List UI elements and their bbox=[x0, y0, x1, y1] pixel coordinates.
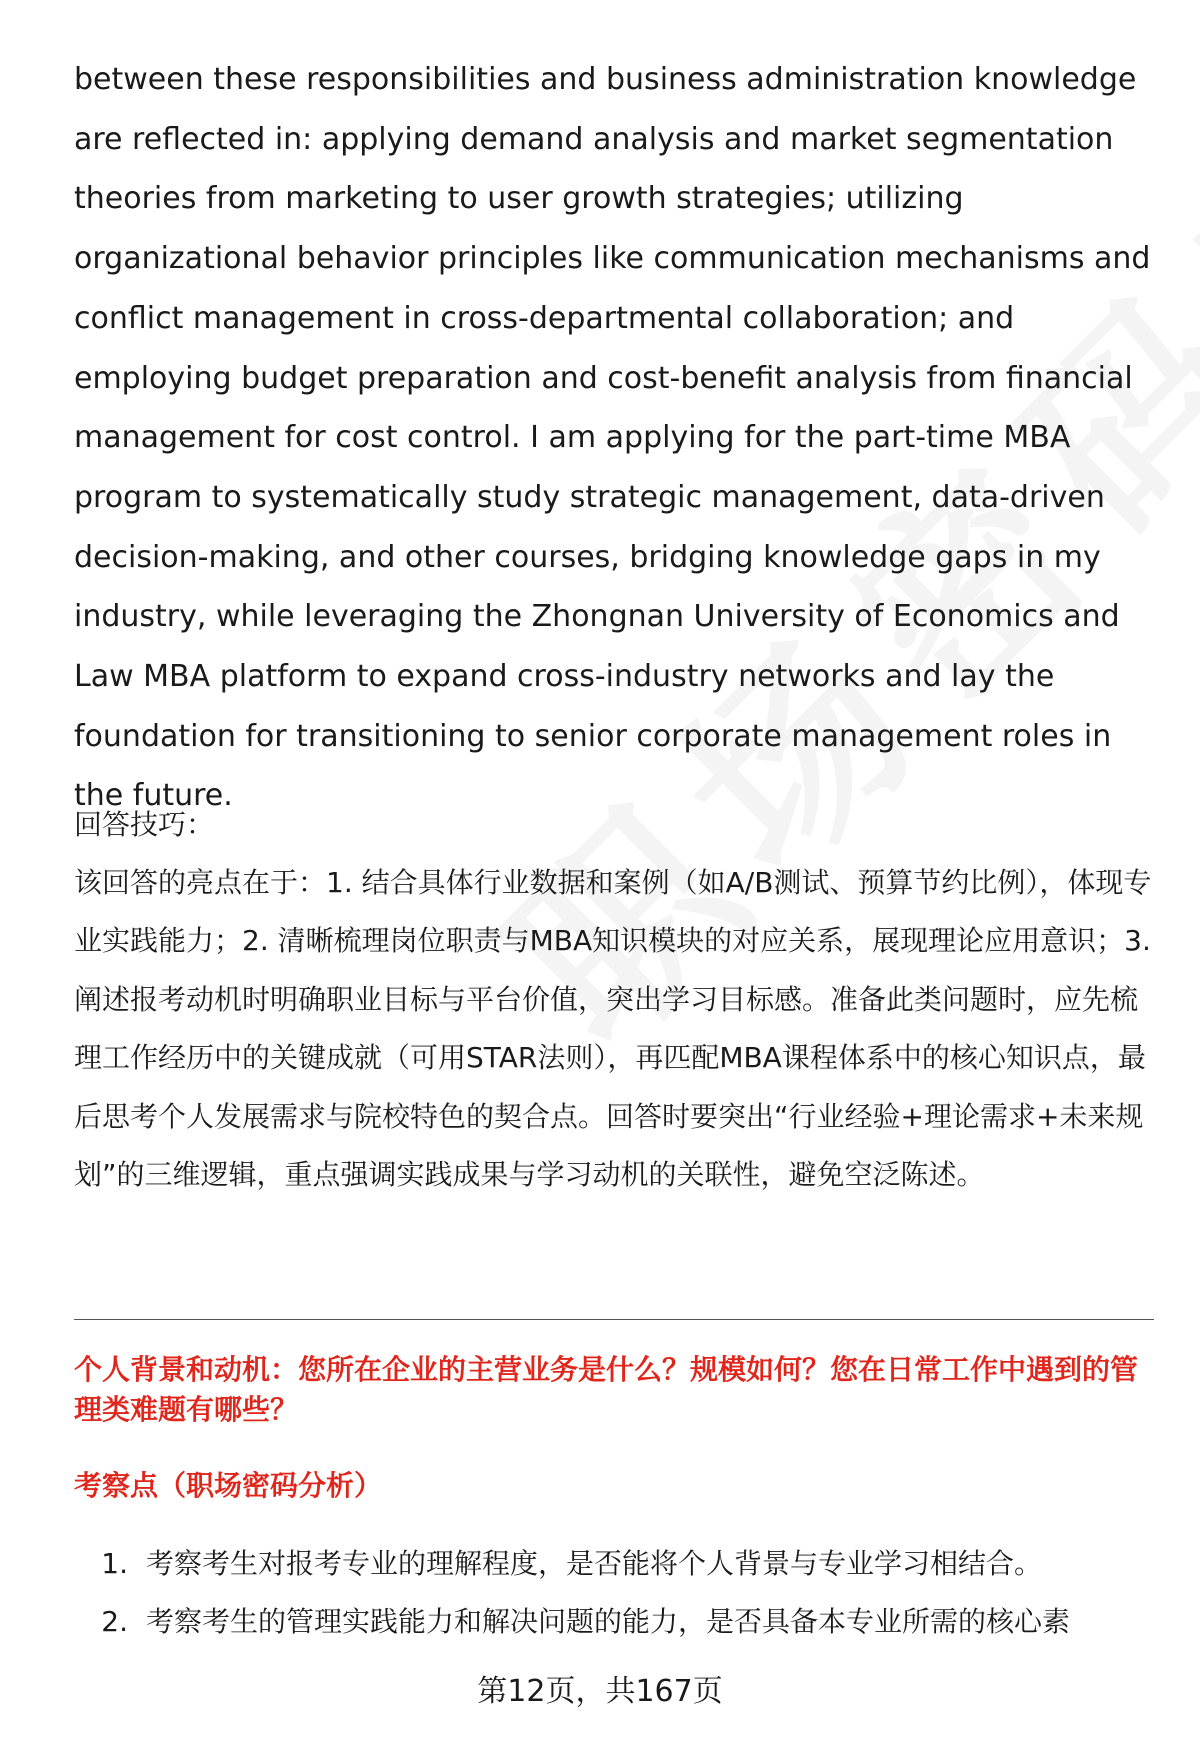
question-heading: 个人背景和动机：您所在企业的主营业务是什么？规模如何？您在日常工作中遇到的管理类难题有哪些？ bbox=[74, 1353, 1139, 1426]
analysis-section-title: 考察点（职场密码分析） bbox=[74, 1469, 383, 1502]
answer-paragraph: between these responsibilities and business administration knowledge are reflected in: applying demand analysis and market segmentation theories from marketing to user growth strategies; utilizing organizational behavior principles like communication mechanisms and conflict management in cross-departmental collaboration; and employing budget preparation and cost-benefit analysis from financial management for cost control. I am applying for the part-time MBA program to systematically study strategic management, data-driven decision-making, and other courses, bridging knowledge gaps in my industry, while leveraging the Zhongnan University of Economics and Law MBA platform to expand cross-industry networks and lay the foundation for transitioning to senior corporate management roles in the future. bbox=[74, 62, 1151, 814]
page-number-footer: 第12页，共167页 bbox=[477, 1674, 723, 1709]
list-item-text: 考察考生的管理实践能力和解决问题的能力，是否具备本专业所需的核心素 bbox=[146, 1605, 1071, 1638]
assessment-points-list bbox=[74, 1535, 1154, 1651]
answer-tips bbox=[74, 796, 1164, 1204]
list-item-number: 1. bbox=[101, 1547, 128, 1580]
tips-label: 回答技巧： bbox=[74, 808, 215, 841]
list-item-number: 2. bbox=[101, 1605, 128, 1638]
list-item-text: 考察考生对报考专业的理解程度，是否能将个人背景与专业学习相结合。 bbox=[146, 1547, 1043, 1580]
list-item bbox=[74, 1535, 1154, 1593]
list-item bbox=[74, 1593, 1154, 1651]
tips-body: 该回答的亮点在于：1. 结合具体行业数据和案例（如A/B测试、预算节约比例），体现专业实践能力；2. 清晰梳理岗位职责与MBA知识模块的对应关系，展现理论应用意识；3. 阐述报考动机时明确职业目标与平台价值，突出学习目标感。准备此类问题时，应先梳理工作经历中的关键成就（可用STAR法则），再匹配MBA课程体系中的核心知识点，最后思考个人发展需求与院校特色的契合点。回答时要突出“行业经验+理论需求+未来规划”的三维逻辑，重点强调实践成果与学习动机的关联性，避免空泛陈述。 bbox=[74, 866, 1152, 1192]
section-divider bbox=[74, 1319, 1154, 1320]
